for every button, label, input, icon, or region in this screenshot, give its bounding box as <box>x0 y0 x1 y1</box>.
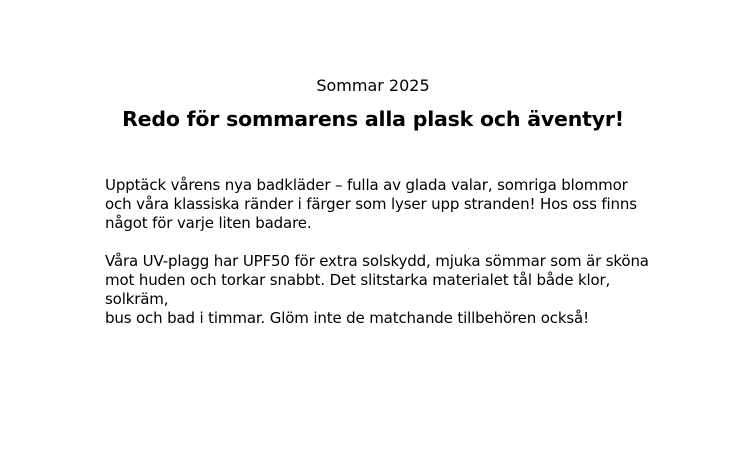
uv-paragraph: Våra UV-plagg har UPF50 för extra solskydd, mjuka sömmar som är sköna mot huden och torkar snabbt. Det slitstarka materialet tål både klor, solkräm, bus och bad i timmar. Glöm inte de matchande tillbehören också! <box>105 252 649 327</box>
body-text <box>105 176 665 347</box>
intro-paragraph: Upptäck vårens nya badkläder – fulla av glada valar, somriga blommor och våra klassiska ränder i färger som lyser upp stranden! Hos oss finns något för varje liten badare. <box>105 176 637 232</box>
page-headline: Redo för sommarens alla plask och äventyr! <box>122 107 624 131</box>
season-label: Sommar 2025 <box>316 76 430 95</box>
